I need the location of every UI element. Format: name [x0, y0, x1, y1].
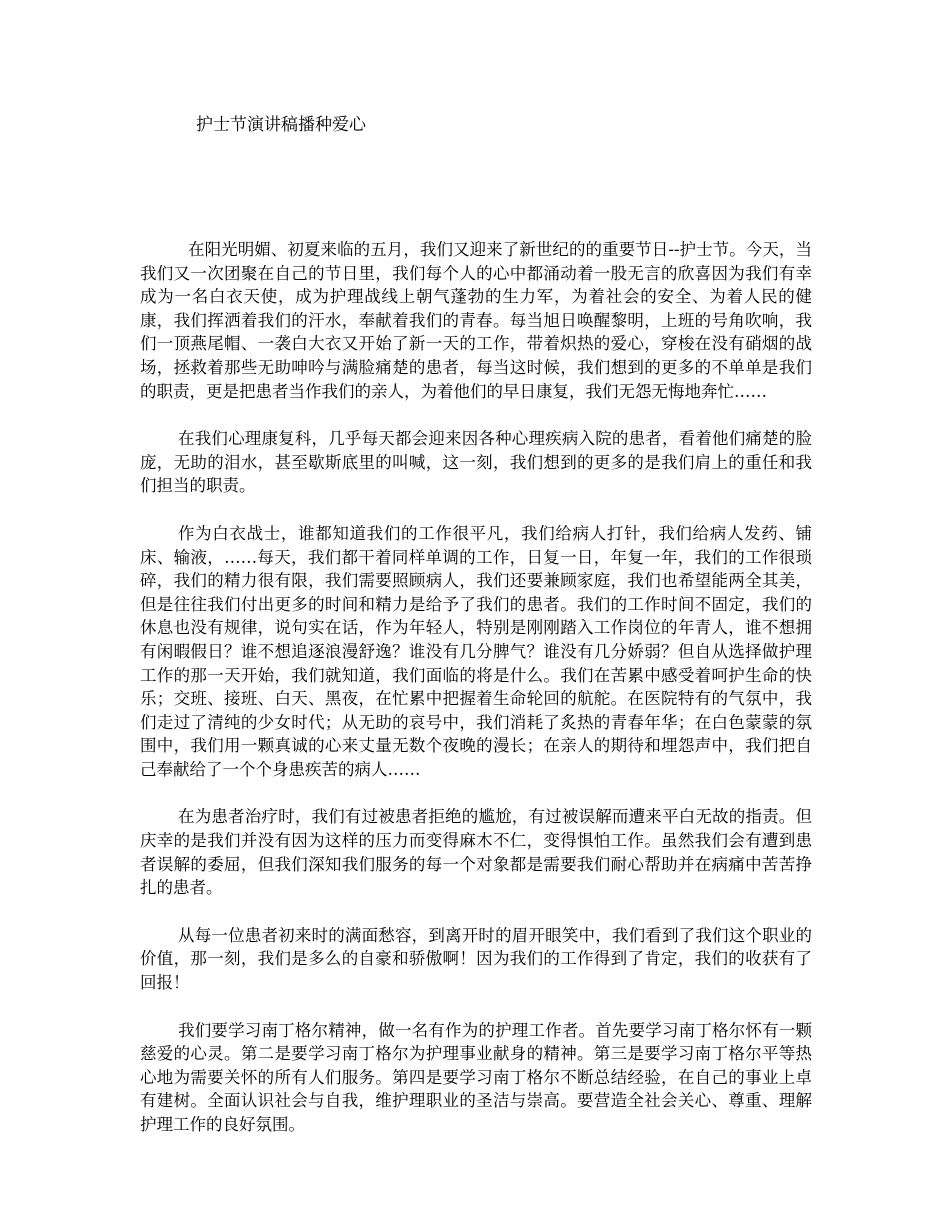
document-title: 护士节演讲稿播种爱心 [196, 115, 366, 135]
paragraph-2: 在我们心理康复科，几乎每天都会迎来因各种心理疾病入院的患者，看着他们痛楚的脸庞，无助的泪水，甚至歇斯底里的叫喊，这一刻，我们想到的更多的是我们肩上的重任和我们担当的职责。 [140, 429, 812, 496]
document-body [140, 238, 812, 1161]
paragraph-4: 在为患者治疗时，我们有过被患者拒绝的尴尬，有过被误解而遭来平白无故的指责。但庆幸的是我们并没有因为这样的压力而变得麻木不仁，变得惧怕工作。虽然我们会有遭到患者误解的委屈，但我们深知我们服务的每一个对象都是需要我们耐心帮助并在病痛中苦苦挣扎的患者。 [140, 807, 812, 898]
paragraph-5: 从每一位患者初来时的满面愁容，到离开时的眉开眼笑中，我们看到了我们这个职业的价值，那一刻，我们是多么的自豪和骄傲啊！因为我们的工作得到了肯定，我们的收获有了回报！ [140, 925, 812, 993]
paragraph-3: 作为白衣战士，谁都知道我们的工作很平凡，我们给病人打针，我们给病人发药、铺床、输液，……每天，我们都干着同样单调的工作，日复一日，年复一年，我们的工作很琐碎，我们的精力很有限，我们需要照顾病人，我们还要兼顾家庭，我们也希望能两全其美，但是往往我们付出更多的时间和精力是给予了我们的患者。我们的工作时间不固定，我们的休息也没有规律，说句实在话，作为年轻人，特别是刚刚踏入工作岗位的年青人，谁不想拥有闲暇假日？谁不想追逐浪漫舒逸？谁没有几分脾气？谁没有几分娇弱？但自从选择做护理工作的那一天开始，我们就知道，我们面临的将是什么。我们在苦累中感受着呵护生命的快乐；交班、接班、白天、黑夜，在忙累中把握着生命轮回的航舵。在医院特有的气氛中，我们走过了清纯的少女时代；从无助的哀号中，我们消耗了炙热的青春年华；在白色蒙蒙的氛围中，我们用一颗真诚的心来丈量无数个夜晚的漫长；在亲人的期待和埋怨声中，我们把自己奉献给了一个个身患疾苦的病人…… [140, 523, 812, 779]
paragraph-1: 在阳光明媚、初夏来临的五月，我们又迎来了新世纪的的重要节日--护士节。今天，当我们又一次团聚在自己的节日里，我们每个人的心中都涌动着一股无言的欣喜因为我们有幸成为一名白衣天使，成为护理战线上朝气蓬勃的生力军，为着社会的安全、为着人民的健康，我们挥洒着我们的汗水，奉献着我们的青春。每当旭日唤醒黎明，上班的号角吹响，我们一顶燕尾帽、一袭白大衣又开始了新一天的工作，带着炽热的爱心，穿梭在没有硝烟的战场，拯救着那些无助呻吟与满脸痛楚的患者，每当这时候，我们想到的更多的不单单是我们的职责，更是把患者当作我们的亲人，为着他们的早日康复，我们无怨无悔地奔忙…… [140, 240, 812, 401]
paragraph-6: 我们要学习南丁格尔精神，做一名有作为的护理工作者。首先要学习南丁格尔怀有一颗慈爱的心灵。第二是要学习南丁格尔为护理事业献身的精神。第三是要学习南丁格尔平等热心地为需要关怀的所有人们服务。第四是要学习南丁格尔不断总结经验，在自己的事业上卓有建树。全面认识社会与自我，维护理职业的圣洁与崇高。要营造全社会关心、尊重、理解护理工作的良好氛围。 [140, 1020, 812, 1134]
